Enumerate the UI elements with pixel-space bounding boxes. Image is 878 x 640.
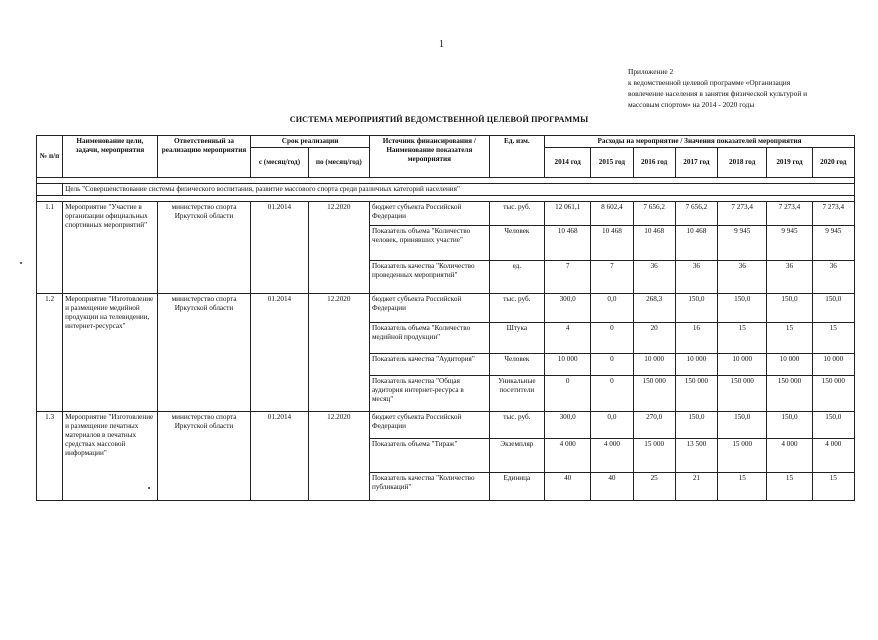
item-name: Мероприятие "Изготовление и размещение печатных материалов в печатных средствах массовой информации" — [63, 412, 158, 501]
row-value: 36 — [633, 261, 675, 294]
item-responsible: министерство спорта Иркутской области — [157, 294, 251, 412]
row-value: 268,3 — [633, 294, 675, 323]
row-value: 36 — [718, 261, 767, 294]
item-num: 1.3 — [37, 412, 63, 501]
header-term: Срок реализации — [251, 136, 370, 148]
row-value: 15 — [812, 473, 854, 501]
row-unit: Единица — [489, 473, 544, 501]
row-unit: Человек — [489, 226, 544, 261]
row-value: 4 000 — [767, 439, 812, 473]
row-value: 36 — [767, 261, 812, 294]
header-term-from: с (месяц/год) — [251, 148, 308, 178]
row-source: Показатель объема "Количество медийной продукции" — [369, 323, 489, 354]
item-responsible: министерство спорта Иркутской области — [157, 202, 251, 294]
row-value: 7 273,4 — [767, 202, 812, 226]
goal-num-cell — [37, 184, 63, 196]
row-value: 10 000 — [718, 354, 767, 376]
row-source: бюджет субъекта Российской Федерации — [369, 294, 489, 323]
row-value: 40 — [591, 473, 633, 501]
row-value: 150,0 — [718, 294, 767, 323]
item-term-to: 12.2020 — [308, 294, 369, 412]
row-value: 150,0 — [812, 412, 854, 439]
row-value: 25 — [633, 473, 675, 501]
row-value: 15 — [718, 323, 767, 354]
header-expenses: Расходы на мероприятие / Значения показателей мероприятия — [545, 136, 855, 148]
row-value: 20 — [633, 323, 675, 354]
scan-speck — [148, 487, 150, 489]
row-value: 0 — [591, 323, 633, 354]
row-value: 0 — [591, 354, 633, 376]
row-source: Показатель объема "Количество человек, принявших участие" — [369, 226, 489, 261]
row-source: Показатель качества "Количество проведенных мероприятий" — [369, 261, 489, 294]
header-year: 2018 год — [718, 148, 767, 178]
row-unit: Экземпляр — [489, 439, 544, 473]
row-value: 10 000 — [675, 354, 717, 376]
header-name: Наименование цели, задачи, мероприятия — [63, 136, 158, 178]
header-term-to: по (месяц/год) — [308, 148, 369, 178]
row-value: 15 000 — [633, 439, 675, 473]
row-value: 150,0 — [812, 294, 854, 323]
row-value: 10 000 — [812, 354, 854, 376]
row-value: 150 000 — [767, 376, 812, 412]
row-value: 9 945 — [812, 226, 854, 261]
row-value: 150 000 — [675, 376, 717, 412]
appendix-line: Приложение 2 — [628, 67, 674, 76]
row-value: 300,0 — [545, 412, 591, 439]
item-term-from: 01.2014 — [251, 412, 308, 501]
header-source: Источник финансирования / Наименование показателя мероприятия — [369, 136, 489, 178]
row-value: 10 000 — [545, 354, 591, 376]
row-value: 4 000 — [591, 439, 633, 473]
row-source: Показатель качества "Общая аудитория интернет-ресурса в месяц" — [369, 376, 489, 412]
row-value: 10 468 — [675, 226, 717, 261]
header-year: 2020 год — [812, 148, 854, 178]
row-unit: ед. — [489, 261, 544, 294]
row-value: 7 — [545, 261, 591, 294]
row-unit: Штука — [489, 323, 544, 354]
header-unit: Ед. изм. — [489, 136, 544, 178]
row-value: 0 — [591, 376, 633, 412]
row-source: Показатель качества "Количество публикаций" — [369, 473, 489, 501]
row-value: 40 — [545, 473, 591, 501]
row-value: 150 000 — [812, 376, 854, 412]
header-year: 2014 год — [545, 148, 591, 178]
row-value: 15 — [718, 473, 767, 501]
row-value: 12 061,1 — [545, 202, 591, 226]
appendix-note — [628, 66, 868, 110]
row-value: 150,0 — [767, 412, 812, 439]
row-source: бюджет субъекта Российской Федерации — [369, 202, 489, 226]
row-source: Показатель качества "Аудитория" — [369, 354, 489, 376]
row-unit: Человек — [489, 354, 544, 376]
row-value: 16 — [675, 323, 717, 354]
row-value: 150,0 — [675, 294, 717, 323]
appendix-line: вовлечение населения в занятия физической культурой и — [628, 89, 808, 98]
row-value: 36 — [675, 261, 717, 294]
header-year: 2017 год — [675, 148, 717, 178]
row-value: 7 656,2 — [675, 202, 717, 226]
row-value: 10 000 — [633, 354, 675, 376]
row-value: 9 945 — [718, 226, 767, 261]
item-term-to: 12.2020 — [308, 202, 369, 294]
header-num: № п/п — [37, 136, 63, 178]
header-year: 2019 год — [767, 148, 812, 178]
row-value: 150 000 — [633, 376, 675, 412]
row-value: 7 — [591, 261, 633, 294]
document-title: СИСТЕМА МЕРОПРИЯТИЙ ВЕДОМСТВЕННОЙ ЦЕЛЕВОЙ ПРОГРАММЫ — [289, 115, 589, 124]
header-year: 2015 год — [591, 148, 633, 178]
row-value: 150 000 — [718, 376, 767, 412]
row-value: 7 273,4 — [718, 202, 767, 226]
row-value: 0 — [545, 376, 591, 412]
row-value: 15 — [767, 473, 812, 501]
row-value: 15 — [767, 323, 812, 354]
header-responsible: Ответственный за реализацию мероприятия — [157, 136, 251, 178]
row-value: 7 273,4 — [812, 202, 854, 226]
row-value: 21 — [675, 473, 717, 501]
goal-row: Цель "Совершенствование системы физического воспитания, развитие массового спорта среди различных категорий населения" — [63, 184, 855, 196]
item-term-to: 12.2020 — [308, 412, 369, 501]
row-value: 0,0 — [591, 412, 633, 439]
row-value: 15 000 — [718, 439, 767, 473]
scan-speck — [20, 262, 22, 264]
row-value: 4 000 — [812, 439, 854, 473]
row-unit: тыс. руб. — [489, 412, 544, 439]
row-value: 150,0 — [718, 412, 767, 439]
row-value: 270,0 — [633, 412, 675, 439]
row-value: 300,0 — [545, 294, 591, 323]
row-value: 9 945 — [767, 226, 812, 261]
row-value: 13 500 — [675, 439, 717, 473]
row-source: Показатель объема "Тираж" — [369, 439, 489, 473]
row-value: 150,0 — [767, 294, 812, 323]
row-value: 150,0 — [675, 412, 717, 439]
row-unit: Уникальные посетители — [489, 376, 544, 412]
item-name: Мероприятие "Участие в организации официальных спортивных мероприятий" — [63, 202, 158, 294]
page-number: 1 — [439, 39, 444, 50]
row-value: 0,0 — [591, 294, 633, 323]
item-responsible: министерство спорта Иркутской области — [157, 412, 251, 501]
item-num: 1.1 — [37, 202, 63, 294]
row-source: бюджет субъекта Российской Федерации — [369, 412, 489, 439]
row-value: 15 — [812, 323, 854, 354]
item-term-from: 01.2014 — [251, 202, 308, 294]
header-year: 2016 год — [633, 148, 675, 178]
row-unit: тыс. руб. — [489, 294, 544, 323]
row-value: 4 000 — [545, 439, 591, 473]
table-header — [37, 136, 855, 178]
appendix-line: массовым спортом» на 2014 - 2020 годы — [628, 100, 755, 109]
row-value: 4 — [545, 323, 591, 354]
item-name: Мероприятие "Изготовление и размещение медийной продукции на телевидении, интернет-ресурсах" — [63, 294, 158, 412]
program-table — [36, 135, 855, 501]
row-value: 8 602,4 — [591, 202, 633, 226]
row-value: 10 468 — [633, 226, 675, 261]
item-num: 1.2 — [37, 294, 63, 412]
row-value: 10 468 — [545, 226, 591, 261]
row-value: 10 468 — [591, 226, 633, 261]
row-value: 10 000 — [767, 354, 812, 376]
item-term-from: 01.2014 — [251, 294, 308, 412]
appendix-line: к ведомственной целевой программе «Организация — [628, 78, 791, 87]
row-value: 36 — [812, 261, 854, 294]
row-value: 7 656,2 — [633, 202, 675, 226]
row-unit: тыс. руб. — [489, 202, 544, 226]
